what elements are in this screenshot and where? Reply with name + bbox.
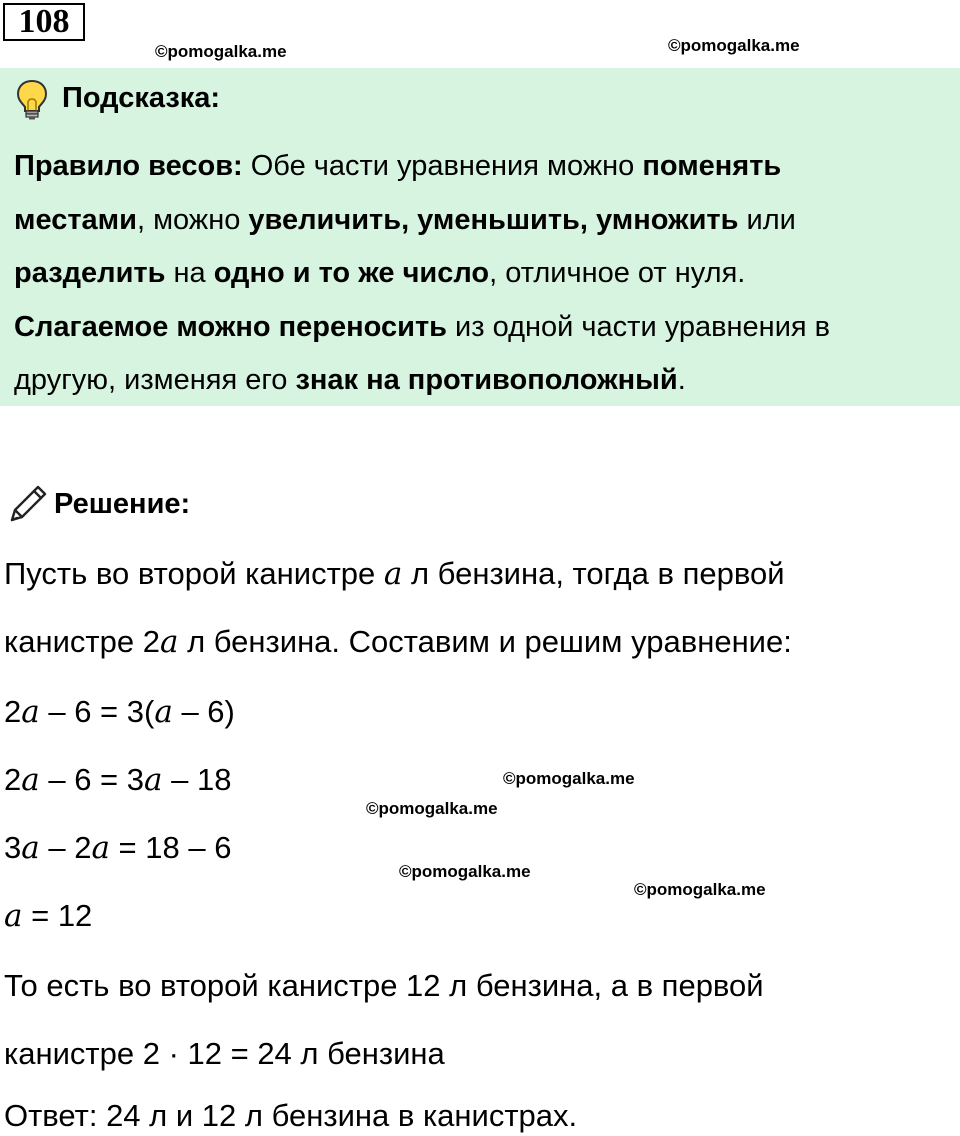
equation-line: 3a – 2a = 18 – 6 <box>4 830 232 866</box>
watermark: ©pomogalka.me <box>503 769 635 788</box>
equation-line: 2a – 6 = 3(a – 6) <box>4 694 235 730</box>
solution-title: Решение: <box>54 488 191 520</box>
solution-line: Пусть во второй канистре a л бензина, тогда в первой <box>4 556 785 592</box>
solution-line: То есть во второй канистре 12 л бензина, а в первой <box>4 968 764 1003</box>
watermark: ©pomogalka.me <box>634 880 766 899</box>
watermark: ©pomogalka.me <box>155 42 287 61</box>
problem-number: 108 <box>3 3 85 41</box>
pencil-icon <box>6 482 50 526</box>
hint-line: Правило весов: Обе части уравнения можно поменять <box>14 150 782 182</box>
hint-line: местами, можно увеличить, уменьшить, умножить или <box>14 204 796 236</box>
hint-line: разделить на одно и то же число, отличное от нуля. <box>14 257 746 289</box>
answer-line: Ответ: 24 л и 12 л бензина в канистрах. <box>4 1098 578 1133</box>
solution-line: канистре 2a л бензина. Составим и решим уравнение: <box>4 624 792 660</box>
watermark: ©pomogalka.me <box>399 862 531 881</box>
equation-line: 2a – 6 = 3a – 18 <box>4 762 232 798</box>
hint-line: другую, изменяя его знак на противоположный. <box>14 364 686 396</box>
equation-line: a = 12 <box>4 898 93 934</box>
watermark: ©pomogalka.me <box>366 799 498 818</box>
watermark: ©pomogalka.me <box>668 36 800 55</box>
hint-line: Слагаемое можно переносить из одной части уравнения в <box>14 311 831 343</box>
lightbulb-icon <box>14 78 50 120</box>
hint-title: Подсказка: <box>62 82 221 114</box>
solution-line: канистре 2 · 12 = 24 л бензина <box>4 1036 445 1071</box>
